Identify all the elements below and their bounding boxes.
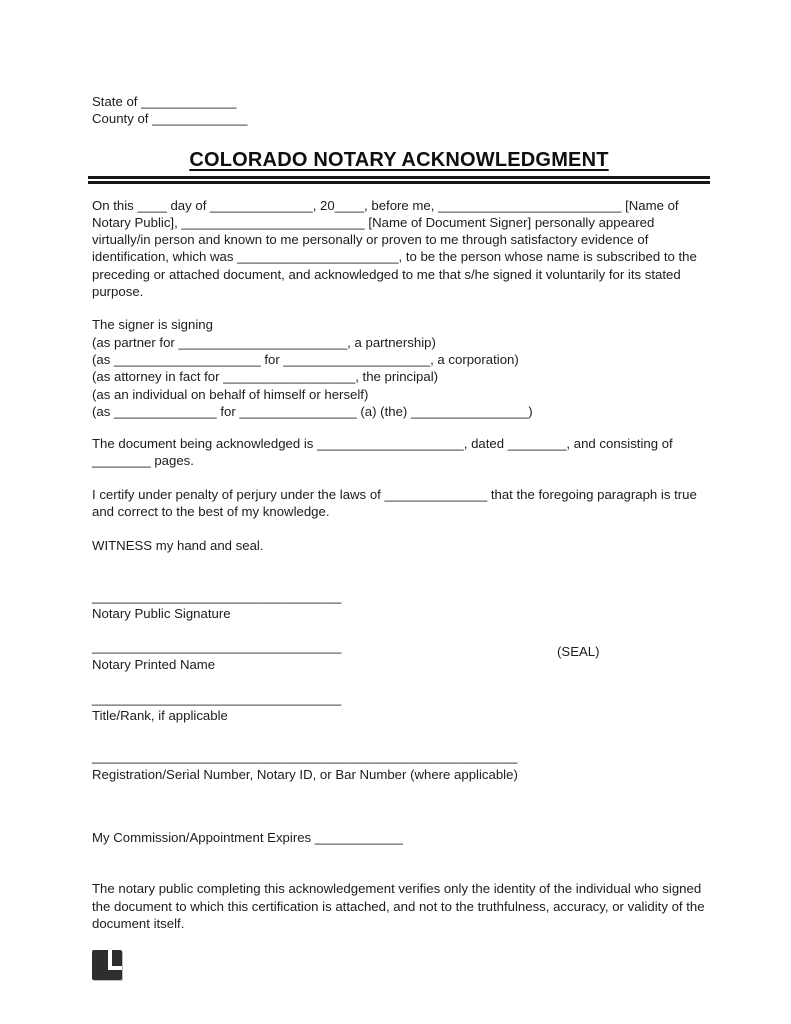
signer-capacity-line: (as ____________________ for ____________________, a corporation) bbox=[92, 351, 519, 367]
intro-line: preceding or attached document, and acknowledged to me that s/he signed it voluntarily for its stated bbox=[92, 266, 681, 282]
perjury-certification-line: I certify under penalty of perjury under the laws of ______________ that the foregoing paragraph is true bbox=[92, 486, 697, 502]
perjury-certification-paragraph bbox=[92, 486, 706, 521]
signature-blank-line: __________________________________ bbox=[92, 690, 342, 706]
disclaimer-line: document itself. bbox=[92, 915, 185, 931]
intro-paragraph bbox=[92, 197, 706, 301]
intro-line: On this ____ day of ______________, 20____, before me, _________________________ [Name of bbox=[92, 197, 679, 213]
notary-signature-block bbox=[92, 588, 706, 623]
witness-statement bbox=[92, 537, 706, 554]
disclaimer-line: the document to which this certification is attached, and not to the truthfulness, accuracy, or validity of the bbox=[92, 898, 705, 914]
notary-printed-name-block bbox=[92, 638, 706, 673]
intro-line: identification, which was ______________________, to be the person whose name is subscribed to the bbox=[92, 249, 697, 265]
signer-capacity-line: The signer is signing bbox=[92, 317, 213, 333]
signature-line-label: Notary Public Signature bbox=[92, 605, 231, 621]
signer-capacity-line: (as partner for _______________________, a partnership) bbox=[92, 334, 436, 350]
seal-placeholder: (SEAL) bbox=[557, 644, 600, 660]
county-of-line: County of _____________ bbox=[92, 111, 248, 127]
signature-blank-line: __________________________________ bbox=[92, 588, 342, 604]
disclaimer-line: The notary public completing this acknowledgement verifies only the identity of the individual who signed bbox=[92, 881, 702, 897]
commission-expiration-section bbox=[92, 829, 706, 846]
title-rank-block bbox=[92, 690, 706, 725]
page-title: COLORADO NOTARY ACKNOWLEDGMENT bbox=[189, 148, 609, 171]
document-description-paragraph bbox=[92, 435, 706, 470]
signature-line-label: Title/Rank, if applicable bbox=[92, 708, 228, 724]
signature-line-label: Notary Printed Name bbox=[92, 656, 216, 672]
intro-line: Notary Public], _________________________ [Name of Document Signer] personally appeared bbox=[92, 214, 655, 230]
document-description-line: ________ pages. bbox=[92, 453, 194, 469]
registration-number-block bbox=[92, 748, 706, 783]
signer-capacity-section bbox=[92, 316, 706, 420]
intro-line: purpose. bbox=[92, 284, 144, 300]
notary-disclaimer-paragraph bbox=[92, 880, 706, 932]
intro-line: virtually/in person and known to me personally or proven to me through satisfactory evidence of bbox=[92, 232, 649, 248]
page-content bbox=[92, 93, 706, 980]
state-of-line: State of _____________ bbox=[92, 94, 237, 109]
title-divider-rule bbox=[88, 176, 710, 184]
legal-templates-logo bbox=[92, 950, 122, 980]
signature-line-label: Registration/Serial Number, Notary ID, or Bar Number (where applicable) bbox=[92, 766, 518, 782]
logo-letter-l-horizontal-stroke bbox=[108, 966, 122, 970]
witness-line: WITNESS my hand and seal. bbox=[92, 538, 264, 554]
commission-expiration-line: My Commission/Appointment Expires ____________ bbox=[92, 830, 403, 846]
perjury-certification-line: and correct to the best of my knowledge. bbox=[92, 504, 330, 520]
signature-blank-line: __________________________________ bbox=[92, 639, 342, 655]
signature-blank-line: __________________________________________________________ bbox=[92, 749, 518, 765]
document-description-line: The document being acknowledged is ____________________, dated ________, and consisting of bbox=[92, 436, 673, 452]
signer-capacity-line: (as ______________ for ________________ (a) (the) ________________) bbox=[92, 403, 533, 419]
signer-capacity-line: (as an individual on behalf of himself or herself) bbox=[92, 386, 369, 402]
signer-capacity-line: (as attorney in fact for __________________, the principal) bbox=[92, 369, 439, 385]
